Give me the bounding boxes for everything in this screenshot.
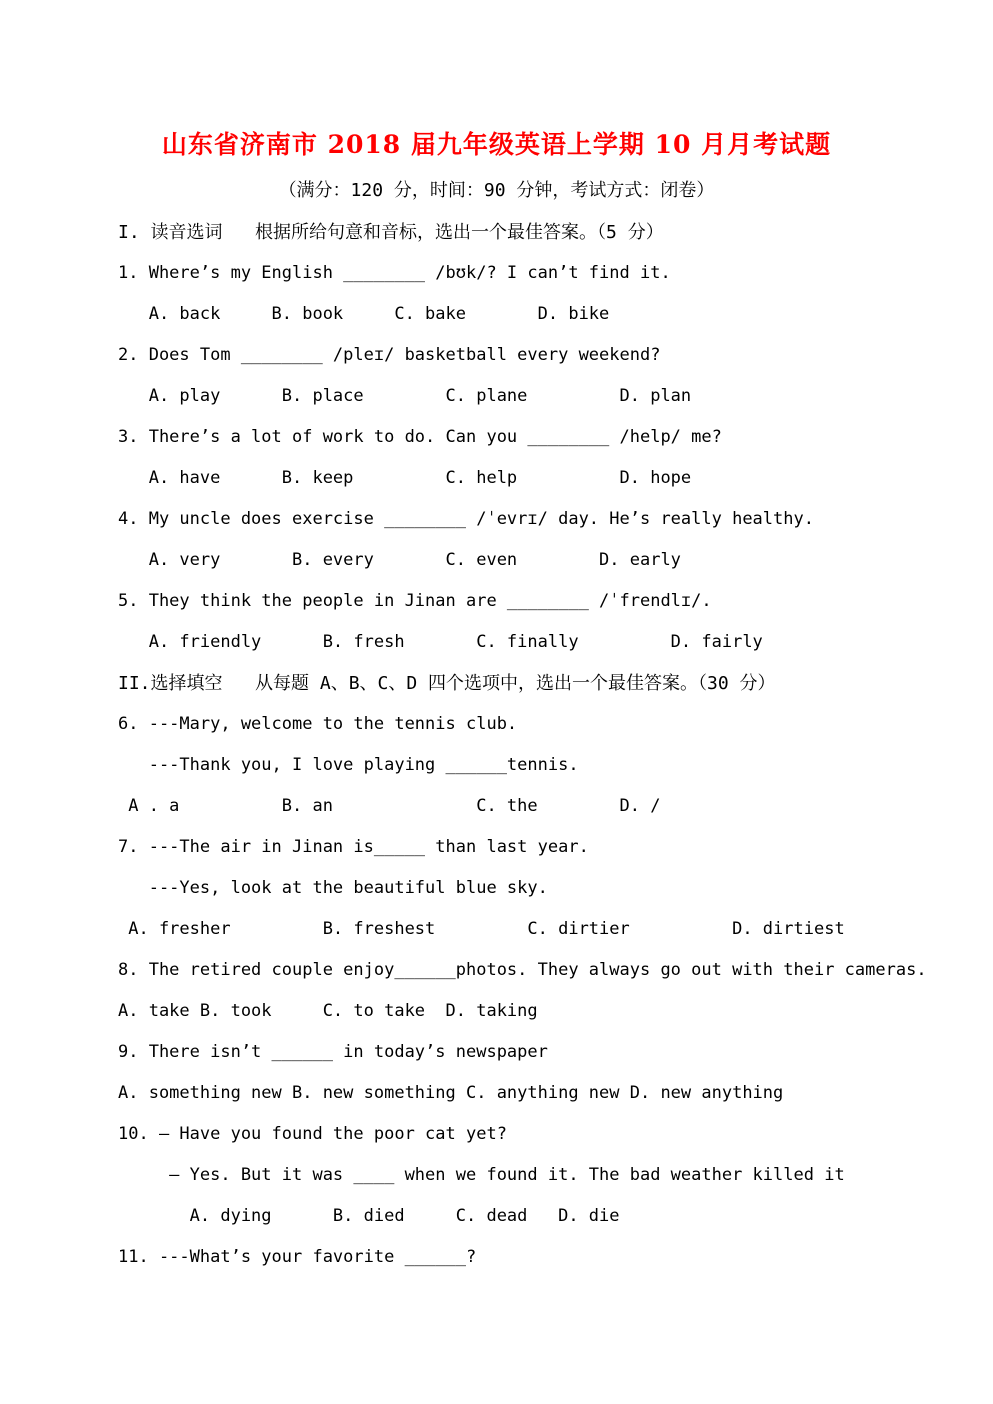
question-1: 1. Where’s my English ________ /bʊk/? I can’t find it. (118, 263, 671, 283)
question-5: 5. They think the people in Jinan are ________ /ˈfrendlɪ/. (118, 591, 712, 611)
options-4: A. very B. every C. even D. early (118, 550, 681, 570)
options-5: A. friendly B. fresh C. finally D. fairly (118, 632, 763, 652)
question-2: 2. Does Tom ________ /pleɪ/ basketball every weekend? (118, 345, 661, 365)
question-10-line-2: — Yes. But it was ____ when we found it. The bad weather killed it (118, 1165, 845, 1185)
section-1-heading: I. 读音选词 根据所给句意和音标，选出一个最佳答案。（5 分） (118, 222, 664, 243)
question-4: 4. My uncle does exercise ________ /ˈevrɪ/ day. He’s really healthy. (118, 509, 814, 529)
question-11: 11. ---What’s your favorite ______? (118, 1247, 477, 1267)
section-2-heading: II.选择填空 从每题 A、B、C、D 四个选项中，选出一个最佳答案。（30 分） (118, 673, 776, 694)
options-3: A. have B. keep C. help D. hope (118, 468, 692, 488)
options-2: A. play B. place C. plane D. plan (118, 386, 692, 406)
question-3: 3. There’s a lot of work to do. Can you ________ /help/ me? (118, 427, 722, 447)
options-1: A. back B. book C. bake D. bike (118, 304, 610, 324)
document-body (0, 212, 993, 1278)
options-7: A. fresher B. freshest C. dirtier D. dirtiest (118, 919, 845, 939)
question-7-line-1: 7. ---The air in Jinan is_____ than last year. (118, 837, 589, 857)
options-9: A. something new B. new something C. anything new D. new anything (118, 1083, 784, 1103)
options-10: A. dying B. died C. dead D. die (118, 1206, 620, 1226)
question-6-line-2: ---Thank you, I love playing ______tennis. (118, 755, 579, 775)
question-7-line-2: ---Yes, look at the beautiful blue sky. (118, 878, 548, 898)
options-8: A. take B. took C. to take D. taking (118, 1001, 538, 1021)
document-subtitle: （满分：120 分，时间：90 分钟，考试方式：闭卷） (278, 180, 715, 201)
question-6-line-1: 6. ---Mary, welcome to the tennis club. (118, 714, 518, 734)
options-6: A . a B. an C. the D. / (118, 796, 661, 816)
document-title: 山东省济南市 2018 届九年级英语上学期 10 月月考试题 (161, 130, 832, 159)
question-10-line-1: 10. — Have you found the poor cat yet? (118, 1124, 507, 1144)
question-9: 9. There isn’t ______ in today’s newspaper (118, 1042, 548, 1062)
question-8: 8. The retired couple enjoy______photos. They always go out with their cameras. (118, 960, 927, 980)
